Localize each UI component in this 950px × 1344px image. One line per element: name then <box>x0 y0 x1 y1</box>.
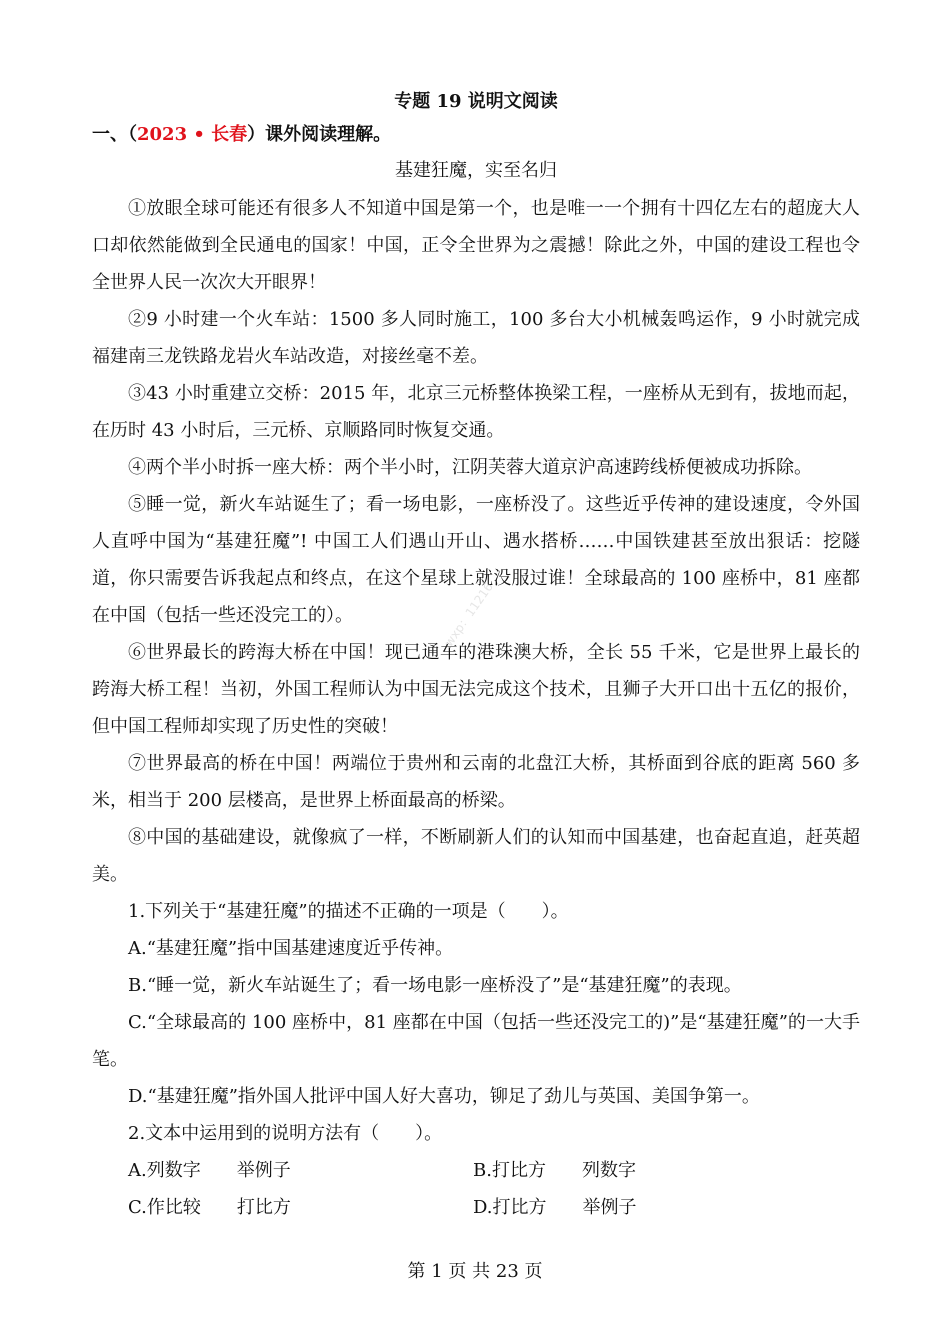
question-2-option-d: D.打比方 举例子 <box>473 1197 637 1218</box>
question-1-stem: 1.下列关于“基建狂魔”的描述不正确的一项是（ ）。 <box>128 901 569 922</box>
question-1-option-c: C.“全球最高的 100 座桥中，81 座都在中国（包括一些还没完工的)”是“基建狂魔”的一大手笔。 <box>92 1012 860 1070</box>
question-2-options-row-2 <box>92 1189 860 1226</box>
footer-total-pages: 23 <box>495 1261 519 1282</box>
question-1-option-d: D.“基建狂魔”指外国人批评中国人好大喜功，铆足了劲儿与英国、美国争第一。 <box>128 1086 760 1107</box>
document-title: 专题 19 说明文阅读 <box>394 91 558 112</box>
question-2-options-row-1 <box>92 1152 860 1189</box>
question-1-option-a: A.“基建狂魔”指中国基建速度近乎传神。 <box>128 938 454 959</box>
document-page <box>92 88 860 1226</box>
footer-mid: 页 共 <box>448 1261 491 1282</box>
watermark: wxp：11216 <box>441 579 496 650</box>
article-title: 基建狂魔，实至名归 <box>395 160 557 181</box>
paragraph-2: ②9 小时建一个火车站：1500 多人同时施工，100 多台大小机械轰鸣运作，9 小时就完成福建南三龙铁路龙岩火车站改造，对接丝毫不差。 <box>92 309 860 367</box>
question-2-option-a: A.列数字 举例子 <box>128 1160 291 1181</box>
section-suffix: ）课外阅读理解。 <box>247 124 392 145</box>
paragraph-8: ⑧中国的基础建设，就像疯了一样，不断刷新人们的认知而中国基建，也奋起直追，赶英超美。 <box>92 827 860 885</box>
paragraph-6: ⑥世界最长的跨海大桥在中国！现已通车的港珠澳大桥，全长 55 千米，它是世界上最长的跨海大桥工程！当初，外国工程师认为中国无法完成这个技术，且狮子大开口出十五亿的报价，但中国工程师却实现了历史性的突破！ <box>92 642 860 737</box>
question-1-option-b: B.“睡一觉，新火车站诞生了；看一场电影一座桥没了”是“基建狂魔”的表现。 <box>128 975 742 996</box>
paragraph-4: ④两个半小时拆一座大桥：两个半小时，江阴芙蓉大道京沪高速跨线桥便被成功拆除。 <box>128 457 812 478</box>
paragraph-5: ⑤睡一觉，新火车站诞生了；看一场电影，一座桥没了。这些近乎传神的建设速度，令外国人直呼中国为“基建狂魔”! 中国工人们遇山开山、遇水搭桥……中国铁建甚至放出狠话：挖隧道，你只需要告诉我起点和终点，在这个星球上就没服过谁！全球最高的 100 座桥中，81 座都在中国（包括一些还没完工的）。 <box>92 494 860 626</box>
paragraph-7: ⑦世界最高的桥在中国！两端位于贵州和云南的北盘江大桥，其桥面到谷底的距离 560 多米，相当于 200 层楼高，是世界上桥面最高的桥梁。 <box>92 753 860 811</box>
section-heading <box>92 120 860 150</box>
footer-page-number: 1 <box>431 1261 443 1282</box>
footer-prefix: 第 <box>407 1261 426 1282</box>
footer-suffix: 页 <box>524 1261 543 1282</box>
question-2-stem: 2.文本中运用到的说明方法有（ ）。 <box>128 1123 443 1144</box>
section-source: 2023 • 长春 <box>137 124 248 145</box>
page-footer <box>0 1258 950 1286</box>
paragraph-1: ①放眼全球可能还有很多人不知道中国是第一个，也是唯一一个拥有十四亿左右的超庞大人口却依然能做到全民通电的国家！中国，正令全世界为之震撼！除此之外，中国的建设工程也令全世界人民一次次大开眼界！ <box>92 198 860 293</box>
section-prefix: 一、（ <box>92 124 137 145</box>
paragraph-3: ③43 小时重建立交桥：2015 年，北京三元桥整体换梁工程，一座桥从无到有，拔地而起，在历时 43 小时后，三元桥、京顺路同时恢复交通。 <box>92 383 860 441</box>
question-2-option-c: C.作比较 打比方 <box>128 1197 291 1218</box>
question-2-option-b: B.打比方 列数字 <box>473 1160 636 1181</box>
